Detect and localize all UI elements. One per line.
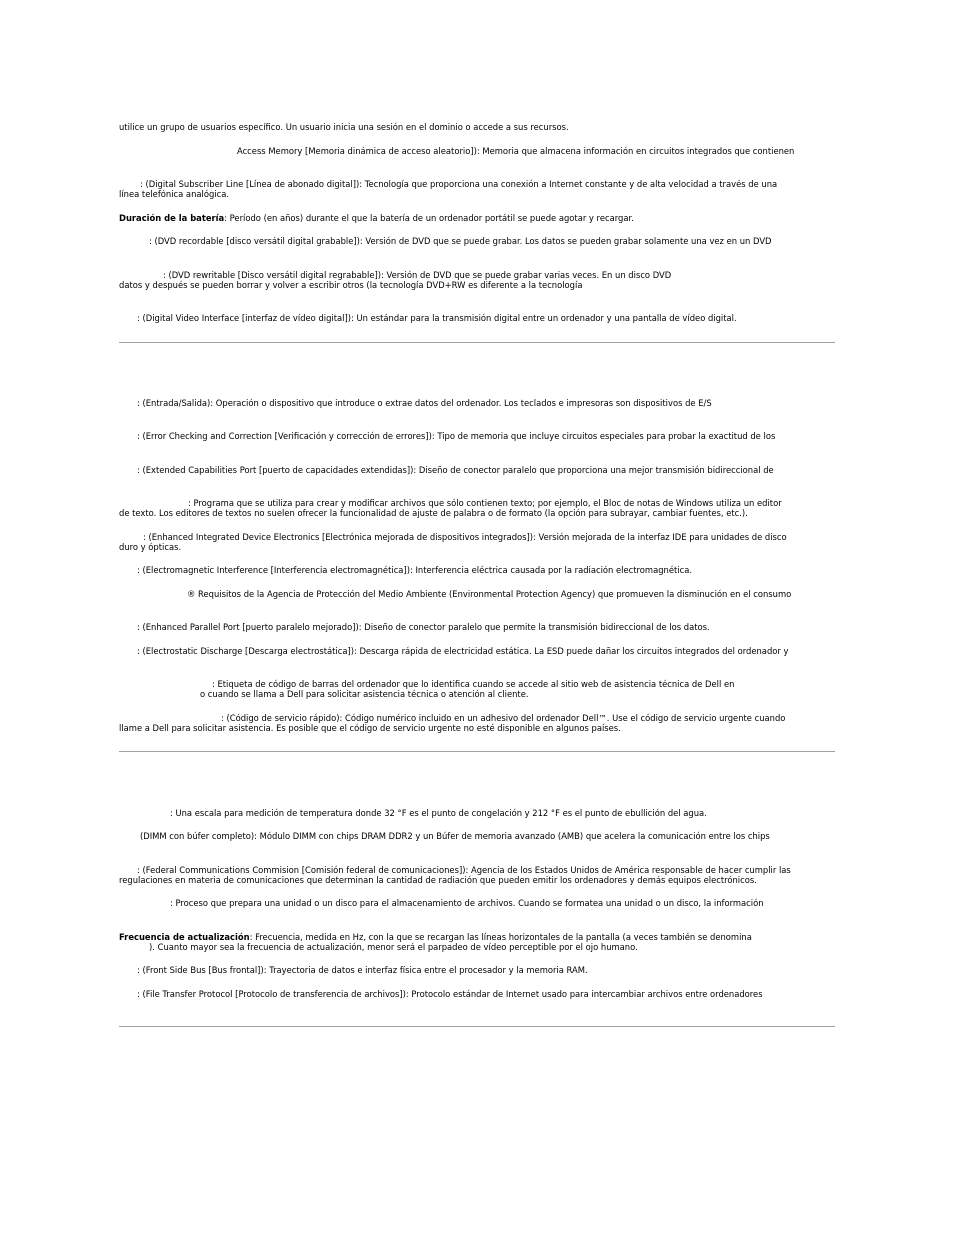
glossary-entry-line bbox=[119, 146, 953, 156]
glossary-definition: : Etiqueta de código de barras del ordenador que lo identifica cuando se accede al sitio web de asistencia técnica de Dell en bbox=[212, 679, 735, 689]
glossary-definition: : (Digital Video Interface [interfaz de vídeo digital]): Un estándar para la transmisión digital entre un ordenador y una pantalla de vídeo digital. bbox=[137, 313, 737, 323]
glossary-definition: : (File Transfer Protocol [Protocolo de transferencia de archivos]): Protocolo estándar de Internet usado para intercambiar archivos entre ordenadores bbox=[137, 989, 763, 999]
glossary-entry-line bbox=[119, 270, 879, 280]
glossary-definition: : (Digital Subscriber Line [Línea de abonado digital]): Tecnología que proporciona una conexión a Internet constante y de alta velocidad a través de una bbox=[140, 179, 778, 189]
glossary-entry-line bbox=[119, 280, 835, 290]
glossary-entry-line bbox=[119, 508, 835, 518]
glossary-entry-line bbox=[119, 965, 853, 975]
glossary-term: Frecuencia de actualización bbox=[119, 932, 250, 942]
glossary-entry-line bbox=[119, 589, 903, 599]
glossary-entry-line bbox=[119, 122, 835, 132]
glossary-definition: : (Electromagnetic Interference [Interferencia electromagnética]): Interferencia eléctrica causada por la radiación electromagnética. bbox=[137, 565, 693, 575]
section-divider bbox=[119, 1026, 835, 1027]
glossary-entry-line bbox=[119, 875, 835, 885]
glossary-definition: regulaciones en materia de comunicaciones que determinan la cantidad de radiación que pueden emitir los ordenadores y demás equipos electrónicos. bbox=[119, 875, 757, 885]
glossary-definition: de texto. Los editores de textos no suelen ofrecer la funcionalidad de ajuste de palabra o de formato (la opción para subrayar, cambiar fuentes, etc.). bbox=[119, 508, 748, 518]
glossary-definition: : Una escala para medición de temperatura donde 32 °F es el punto de congelación y 212 °F es el punto de ebullición del agua. bbox=[170, 808, 707, 818]
glossary-term: Duración de la batería bbox=[119, 213, 225, 223]
glossary-entry-line bbox=[119, 989, 853, 999]
glossary-definition: : (Enhanced Integrated Device Electronics [Electrónica mejorada de dispositivos integrados]): Versión mejorada de la interfaz IDE para unidades de disco bbox=[143, 532, 787, 542]
glossary-entry-line bbox=[119, 713, 937, 723]
glossary-entry-line bbox=[119, 831, 856, 841]
glossary-entry-line bbox=[119, 179, 856, 189]
glossary-definition: : (Extended Capabilities Port [puerto de capacidades extendidas]): Diseño de conector paralelo que proporciona una mejor transmisión bidireccional de bbox=[137, 465, 774, 475]
glossary-definition: duro y ópticas. bbox=[119, 542, 182, 552]
glossary-entry-line bbox=[119, 622, 853, 632]
glossary-entry-line bbox=[119, 313, 853, 323]
glossary-entry-line bbox=[119, 542, 835, 552]
glossary-definition: línea telefónica analógica. bbox=[119, 189, 229, 199]
glossary-definition: : (DVD recordable [disco versátil digital grabable]): Versión de DVD que se puede grabar. Los datos se pueden grabar solamente una vez en un DVD bbox=[149, 236, 772, 246]
glossary-entry-line bbox=[119, 808, 886, 818]
glossary-entry-line bbox=[119, 689, 916, 699]
glossary-entry-line bbox=[119, 431, 853, 441]
glossary-definition: utilice un grupo de usuarios específico. Un usuario inicia una sesión en el dominio o accede a sus recursos. bbox=[119, 122, 569, 132]
glossary-definition: : (Entrada/Salida): Operación o dispositivo que introduce o extrae datos del ordenador. Los teclados e impresoras son dispositivos de E/S bbox=[137, 398, 712, 408]
glossary-definition: : (DVD rewritable [Disco versátil digital regrabable]): Versión de DVD que se puede grabar varias veces. En un disco DVD bbox=[163, 270, 672, 280]
glossary-entry-line bbox=[119, 932, 835, 942]
glossary-entry-line bbox=[119, 898, 886, 908]
glossary-entry-line bbox=[119, 942, 865, 952]
section-divider bbox=[119, 342, 835, 343]
glossary-definition: : (Enhanced Parallel Port [puerto paralelo mejorado]): Diseño de conector paralelo que permite la transmisión bidireccional de los datos. bbox=[137, 622, 710, 632]
glossary-definition: llame a Dell para solicitar asistencia. Es posible que el código de servicio urgente no esté disponible en algunos países. bbox=[119, 723, 621, 733]
glossary-entry-line bbox=[119, 398, 853, 408]
glossary-entry-line bbox=[119, 865, 853, 875]
glossary-entry-line bbox=[119, 498, 904, 508]
glossary-entry-line bbox=[119, 723, 835, 733]
glossary-entry-line bbox=[119, 236, 865, 246]
glossary-definition: : (Error Checking and Correction [Verificación y corrección de errores]): Tipo de memoria que incluye circuitos especiales para probar la exactitud de los bbox=[137, 431, 776, 441]
glossary-entry-line bbox=[119, 679, 928, 689]
glossary-entry-line bbox=[119, 189, 835, 199]
glossary-definition: (DIMM con búfer completo): Módulo DIMM con chips DRAM DDR2 y un Búfer de memoria avanzado (AMB) que acelera la comunicación entre los chips bbox=[140, 831, 770, 841]
glossary-definition: : (Electrostatic Discharge [Descarga electrostática]): Descarga rápida de electricidad estática. La ESD puede dañar los circuitos integrados del ordenador y bbox=[137, 646, 789, 656]
section-divider bbox=[119, 751, 835, 752]
glossary-entry-line bbox=[119, 646, 853, 656]
glossary-definition: o cuando se llama a Dell para solicitar asistencia técnica o atención al cliente. bbox=[200, 689, 529, 699]
glossary-definition: ). Cuanto mayor sea la frecuencia de actualización, menor será el parpadeo de vídeo perceptible por el ojo humano. bbox=[149, 942, 638, 952]
glossary-definition: : Frecuencia, medida en Hz, con la que se recargan las líneas horizontales de la pantalla (a veces también se denomina bbox=[249, 932, 752, 942]
glossary-definition: : (Federal Communications Commision [Comisión federal de comunicaciones]): Agencia de los Estados Unidos de América responsable de hacer cumplir las bbox=[137, 865, 791, 875]
glossary-definition: : Programa que se utiliza para crear y modificar archivos que sólo contienen texto; por ejemplo, el Bloc de notas de Windows utiliza un editor bbox=[188, 498, 782, 508]
glossary-definition: : (Código de servicio rápido): Código numérico incluido en un adhesivo del ordenador Dell™. Use el código de servicio urgente cuando bbox=[221, 713, 786, 723]
glossary-entry-line bbox=[119, 213, 835, 223]
glossary-definition: datos y después se pueden borrar y volver a escribir otros (la tecnología DVD+RW es diferente a la tecnología bbox=[119, 280, 583, 290]
glossary-definition: ® Requisitos de la Agencia de Protección del Medio Ambiente (Environmental Protection Agency) que promueven la disminución en el consumo bbox=[187, 589, 792, 599]
glossary-definition: : Proceso que prepara una unidad o un disco para el almacenamiento de archivos. Cuando se formatea una unidad o un disco, la información bbox=[170, 898, 764, 908]
glossary-entry-line bbox=[119, 465, 853, 475]
glossary-definition: : Período (en años) durante el que la batería de un ordenador portátil se puede agotar y recargar. bbox=[224, 213, 634, 223]
glossary-entry-line bbox=[119, 565, 853, 575]
glossary-definition: Access Memory [Memoria dinámica de acceso aleatorio]): Memoria que almacena información en circuitos integrados que contienen bbox=[237, 146, 795, 156]
glossary-entry-line bbox=[119, 532, 859, 542]
glossary-definition: : (Front Side Bus [Bus frontal]): Trayectoria de datos e interfaz física entre el procesador y la memoria RAM. bbox=[137, 965, 588, 975]
